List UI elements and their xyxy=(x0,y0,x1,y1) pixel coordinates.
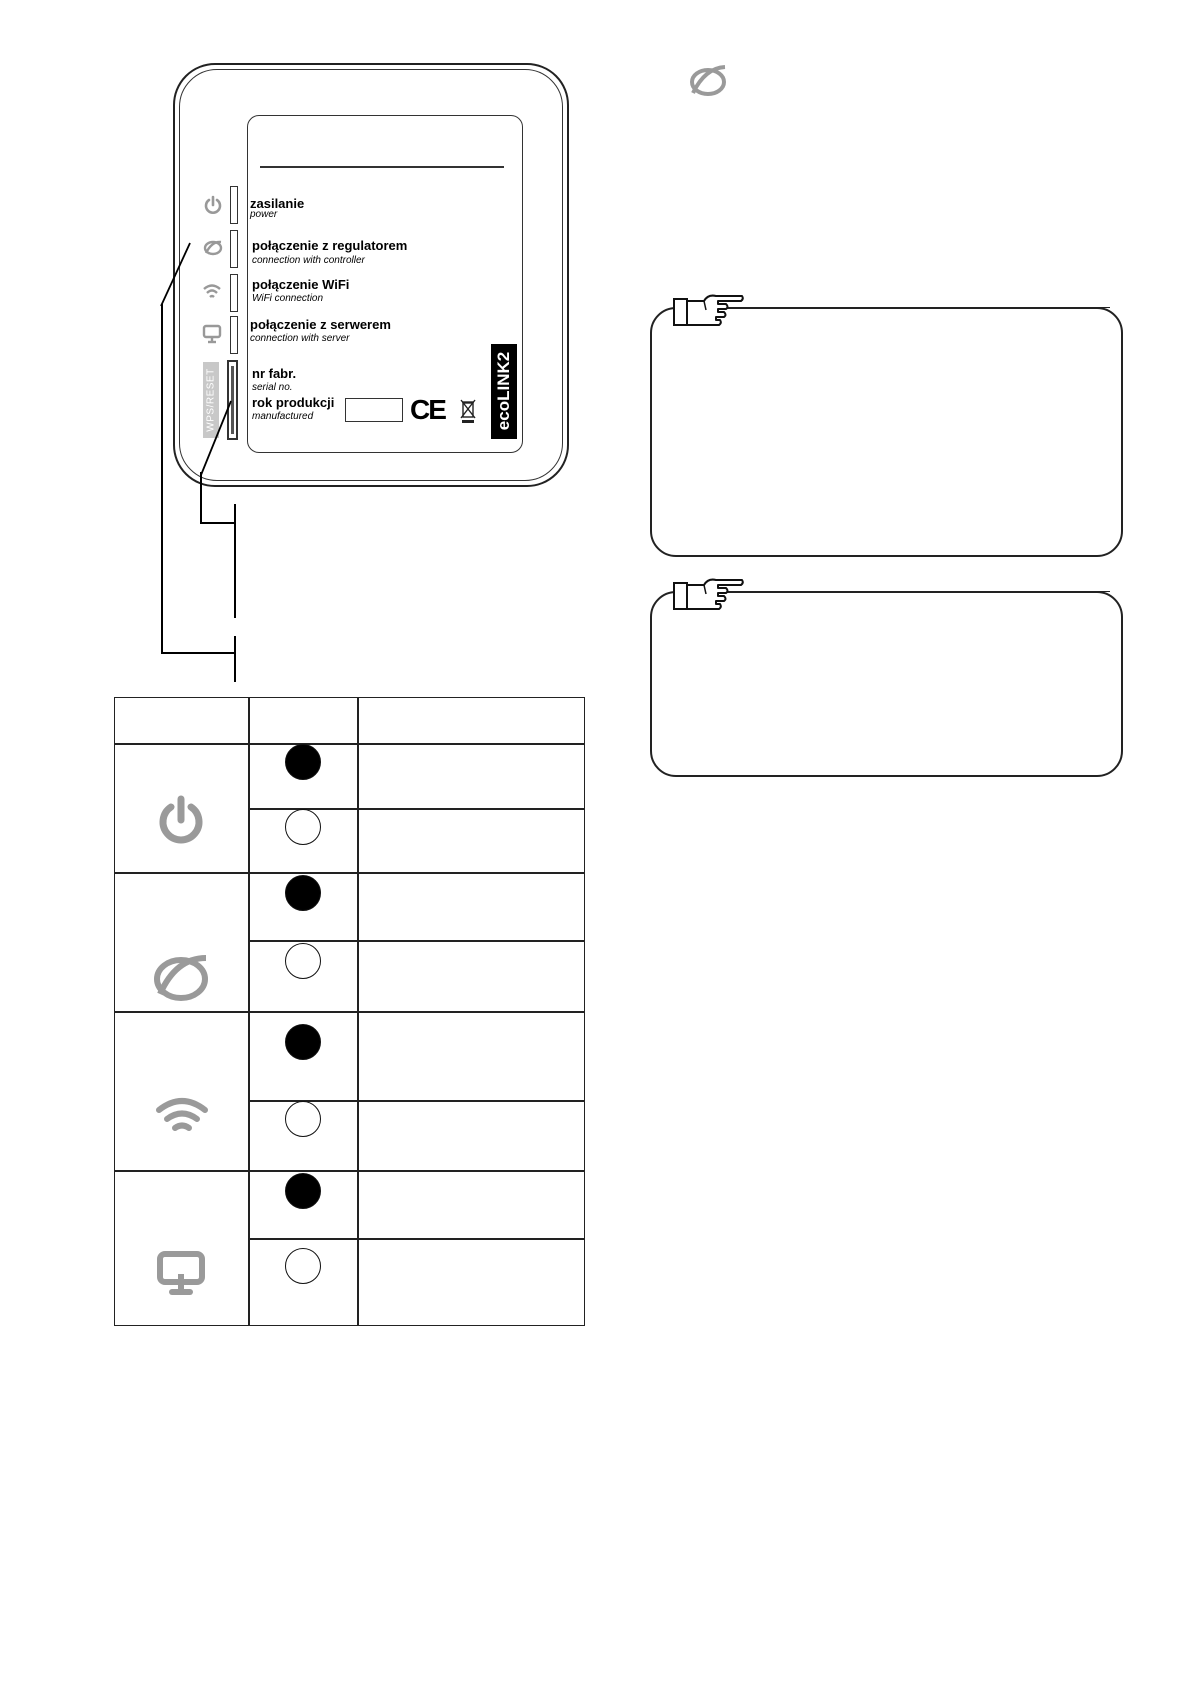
label-serial-sub: serial no. xyxy=(252,382,293,393)
connector-line xyxy=(200,522,236,524)
server-icon xyxy=(156,1250,206,1296)
ce-mark: CE xyxy=(410,394,445,425)
label-year-sub: manufactured xyxy=(252,411,314,422)
label-wifi-sub: WiFi connection xyxy=(252,293,324,304)
led-slot-power xyxy=(230,186,238,224)
table-row-divider xyxy=(114,1170,585,1172)
led-off-indicator xyxy=(285,809,321,845)
controller-link-icon xyxy=(202,238,224,258)
connector-line xyxy=(234,504,236,618)
label-wifi-title: połączenie WiFi xyxy=(252,277,350,292)
table-row-divider xyxy=(114,743,585,745)
label-wifi xyxy=(252,277,349,304)
label-server xyxy=(250,317,391,344)
led-slot-server xyxy=(230,316,238,354)
led-off-indicator xyxy=(285,943,321,979)
controller-link-icon xyxy=(150,948,212,1004)
led-slot-wifi xyxy=(230,274,238,312)
reset-label: WPS/RESET xyxy=(205,368,217,432)
label-controller-sub: connection with controller xyxy=(252,255,365,266)
label-server-sub: connection with server xyxy=(250,333,350,344)
label-serial-title: nr fabr. xyxy=(252,366,297,381)
connector-line xyxy=(234,636,236,682)
table-row-divider xyxy=(248,1238,585,1240)
note-header-line xyxy=(700,307,1110,308)
led-on-indicator xyxy=(285,875,321,911)
label-power-sub: power xyxy=(250,209,278,220)
connector-line xyxy=(161,304,163,654)
label-panel-rule xyxy=(260,166,504,168)
pointing-hand-icon xyxy=(672,290,744,328)
connector-diagonal xyxy=(196,398,236,478)
label-year xyxy=(252,395,334,422)
table-row-divider xyxy=(114,1011,585,1013)
server-icon xyxy=(202,324,222,344)
led-on-indicator xyxy=(285,1024,321,1060)
note-box xyxy=(650,307,1123,557)
weee-bin-icon xyxy=(460,398,476,424)
wifi-icon xyxy=(155,1096,209,1136)
table-row-divider xyxy=(114,872,585,874)
led-off-indicator xyxy=(285,1101,321,1137)
table-row-divider xyxy=(248,940,585,942)
production-year-box xyxy=(345,398,403,422)
led-off-indicator xyxy=(285,1248,321,1284)
controller-link-icon xyxy=(687,60,729,100)
led-on-indicator xyxy=(285,1173,321,1209)
pointing-hand-icon xyxy=(672,574,744,612)
brand-logo: ecoLINK2 xyxy=(494,351,513,431)
connector-line xyxy=(161,652,236,654)
power-icon xyxy=(156,795,206,845)
wifi-icon xyxy=(202,281,222,301)
note-header-line xyxy=(700,591,1110,592)
connector-diagonal xyxy=(155,240,195,310)
label-year-title: rok produkcji xyxy=(252,395,335,410)
power-icon xyxy=(203,195,223,215)
label-controller xyxy=(252,238,407,266)
label-serial xyxy=(252,366,296,393)
label-power-title: zasilanie xyxy=(250,196,305,211)
connector-line xyxy=(200,472,202,524)
note-box xyxy=(650,591,1123,777)
label-controller-title: połączenie z regulatorem xyxy=(252,238,408,253)
led-on-indicator xyxy=(285,744,321,780)
label-power xyxy=(250,196,304,220)
led-slot-controller xyxy=(230,230,238,268)
label-server-title: połączenie z serwerem xyxy=(250,317,391,332)
